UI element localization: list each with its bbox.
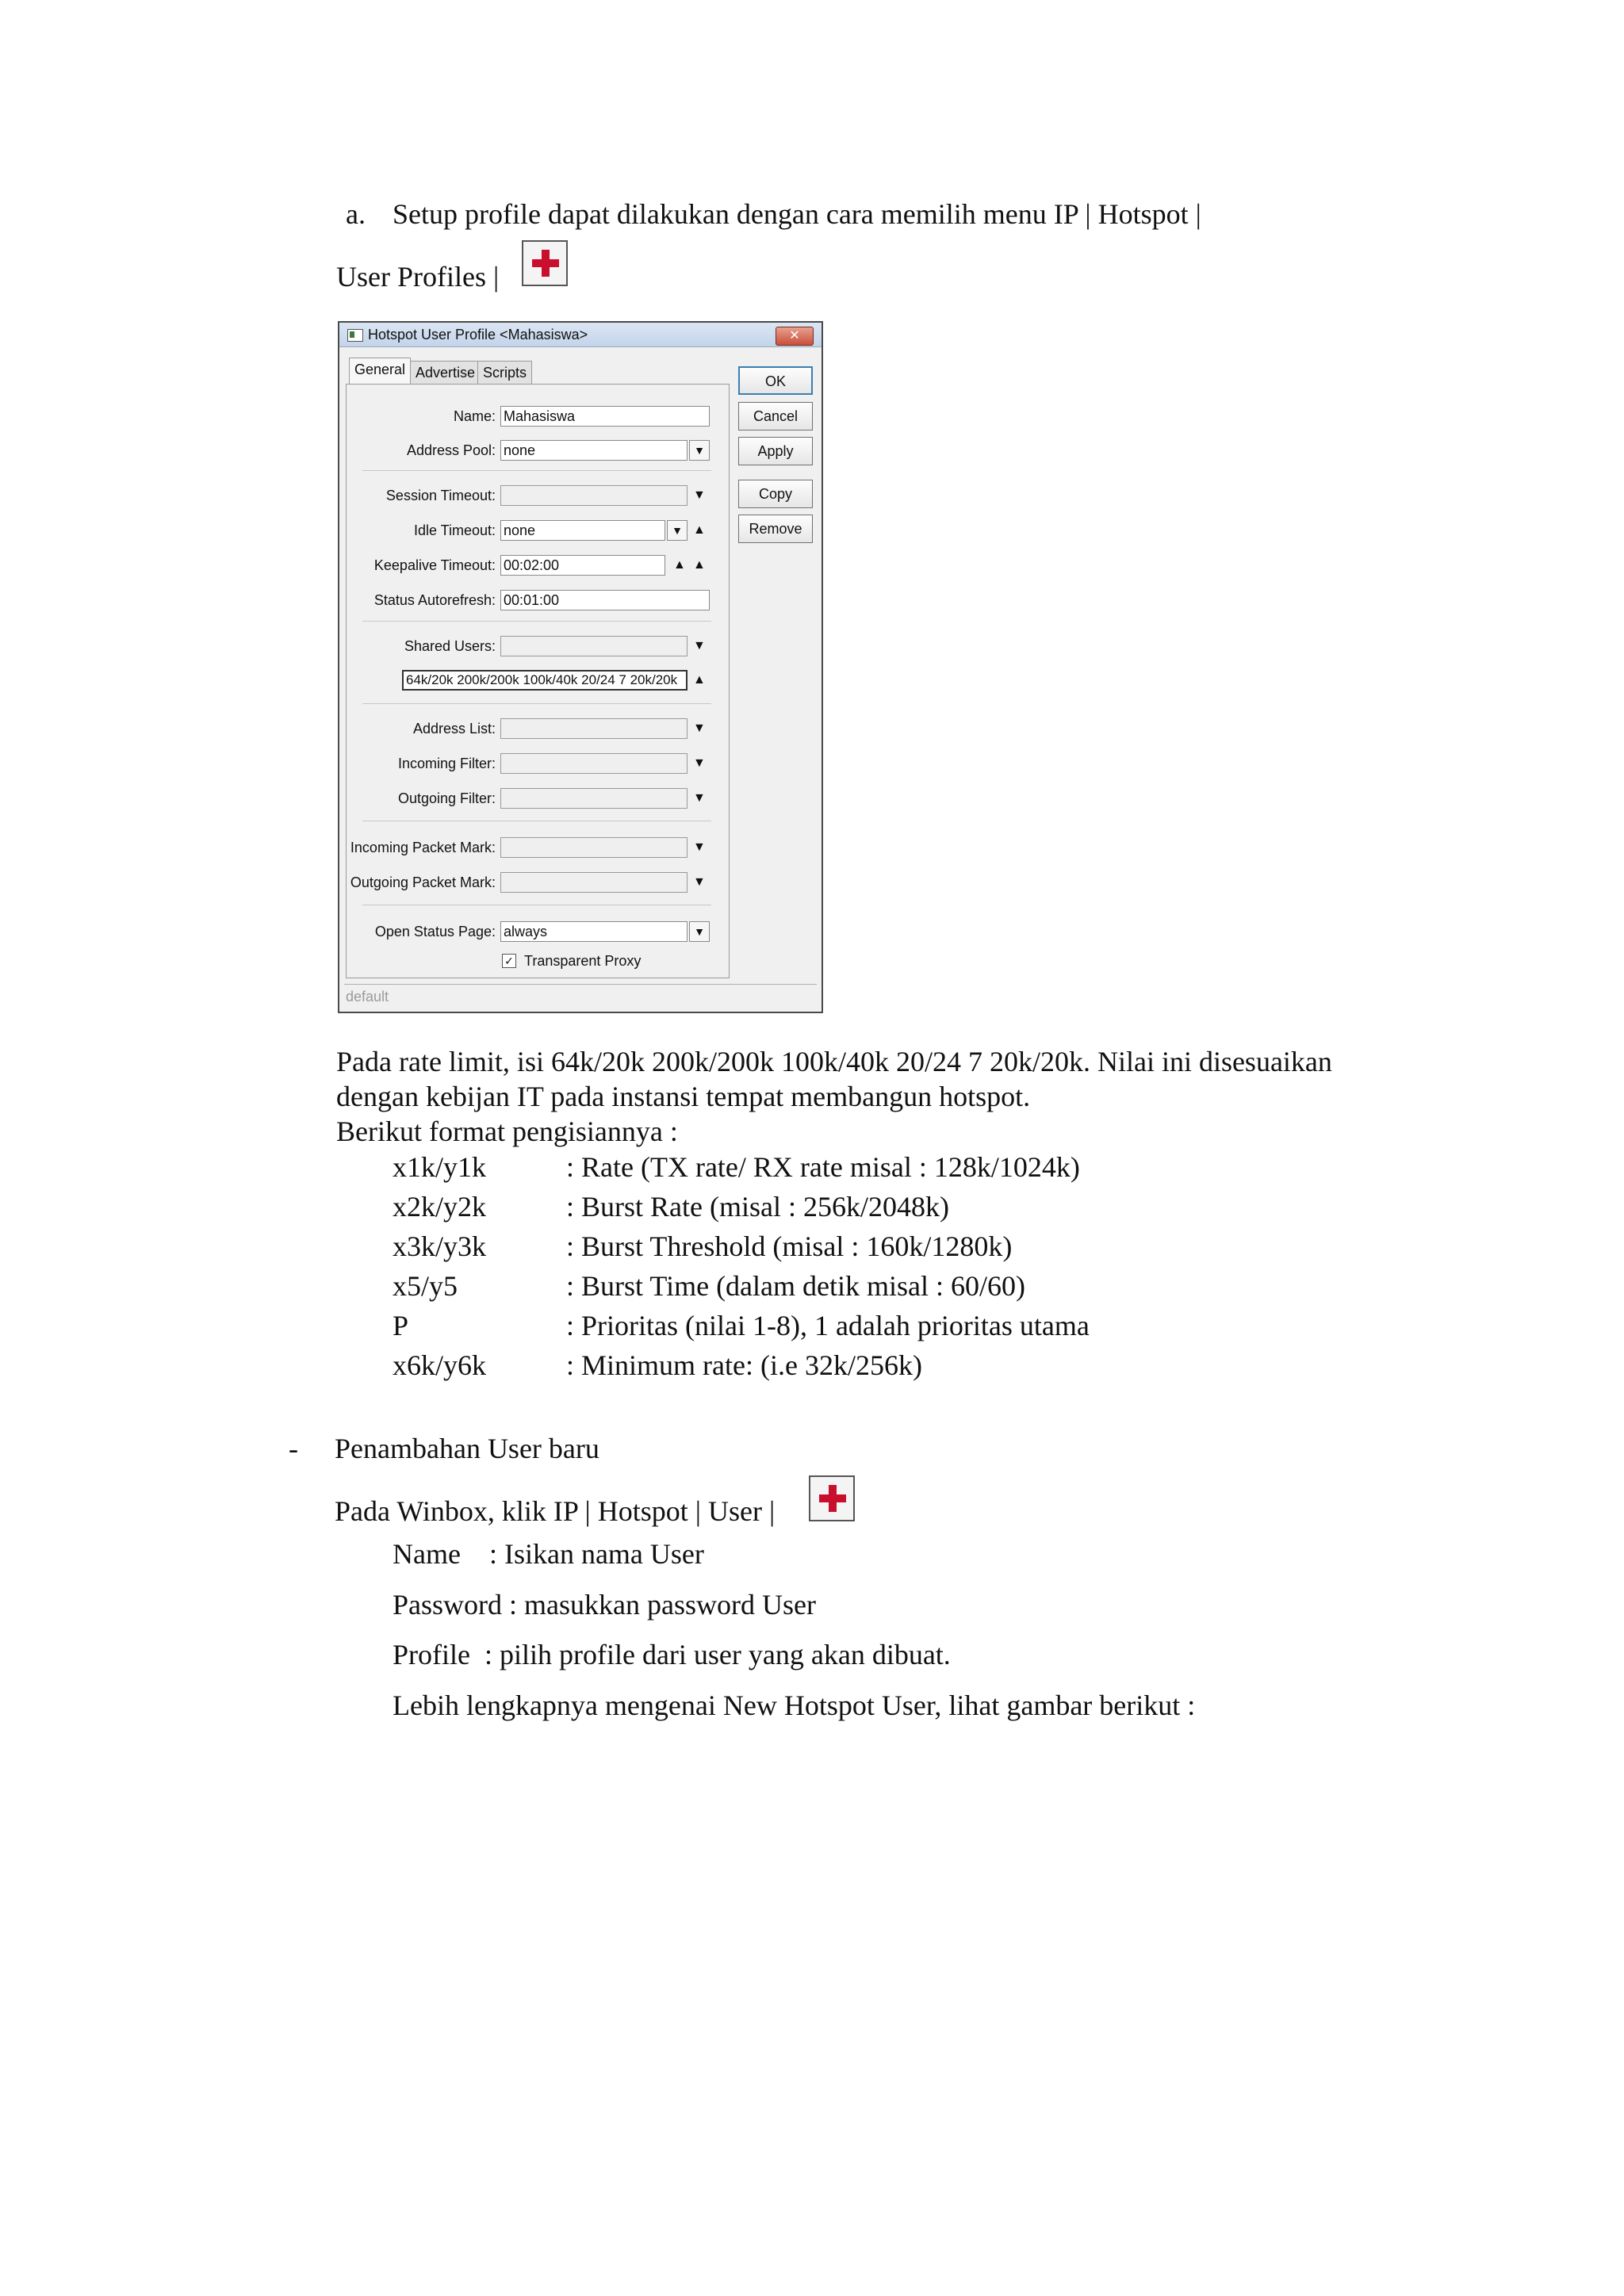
chevron-down-icon[interactable]: ▼ bbox=[693, 721, 706, 735]
general-panel bbox=[346, 384, 730, 978]
list-marker: a. bbox=[346, 198, 366, 230]
status-bar: default bbox=[344, 984, 817, 1008]
address-list-field[interactable] bbox=[500, 718, 688, 739]
window-title: Hotspot User Profile <Mahasiswa> bbox=[368, 327, 588, 342]
idle-timeout-field[interactable]: none bbox=[500, 520, 665, 541]
shared-users-label: Shared Users: bbox=[404, 638, 496, 654]
idle-timeout-dropdown-icon[interactable]: ▼ bbox=[667, 520, 688, 541]
transparent-proxy-label: Transparent Proxy bbox=[524, 953, 642, 969]
incoming-filter-label: Incoming Filter: bbox=[397, 756, 496, 771]
chevron-down-icon[interactable]: ▼ bbox=[693, 756, 706, 770]
outgoing-packet-mark-label: Outgoing Packet Mark: bbox=[350, 874, 496, 890]
user-field-password: Password : masukkan password User bbox=[393, 1589, 816, 1621]
chevron-down-icon[interactable]: ▼ bbox=[693, 875, 706, 889]
chevron-down-icon[interactable]: ▼ bbox=[693, 488, 706, 502]
address-pool-dropdown-icon[interactable]: ▼ bbox=[689, 440, 710, 461]
status-autorefresh-field[interactable]: 00:01:00 bbox=[500, 590, 710, 610]
user-field-note: Lebih lengkapnya mengenai New Hotspot User, lihat gambar berikut : bbox=[393, 1689, 1196, 1721]
session-timeout-label: Session Timeout: bbox=[385, 488, 496, 503]
address-pool-label: Address Pool: bbox=[406, 442, 496, 458]
format-key: x3k/y3k bbox=[393, 1230, 487, 1262]
rate-limit-field[interactable]: 64k/20k 200k/200k 100k/40k 20/24 7 20k/20k bbox=[402, 670, 688, 691]
open-status-page-dropdown-icon[interactable]: ▼ bbox=[689, 921, 710, 942]
format-key: P bbox=[393, 1310, 409, 1341]
section-title: Penambahan User baru bbox=[335, 1433, 599, 1464]
bullet-marker: - bbox=[289, 1433, 298, 1464]
user-field-name: Name : Isikan nama User bbox=[393, 1538, 704, 1570]
close-icon[interactable]: ✕ bbox=[776, 327, 814, 346]
add-user-plus-icon bbox=[809, 1475, 855, 1521]
shared-users-field[interactable] bbox=[500, 636, 688, 656]
format-intro: Berikut format pengisiannya : bbox=[336, 1115, 678, 1147]
open-status-page-label: Open Status Page: bbox=[374, 924, 496, 939]
status-autorefresh-label: Status Autorefresh: bbox=[373, 592, 496, 608]
divider bbox=[362, 703, 711, 704]
address-pool-field[interactable]: none bbox=[500, 440, 688, 461]
apply-button[interactable]: Apply bbox=[738, 437, 813, 465]
format-desc: : Burst Time (dalam detik misal : 60/60) bbox=[566, 1270, 1025, 1302]
divider bbox=[362, 470, 711, 471]
name-field[interactable]: Mahasiswa bbox=[500, 406, 710, 427]
outgoing-filter-label: Outgoing Filter: bbox=[397, 790, 496, 806]
winbox-line: Pada Winbox, klik IP | Hotspot | User | bbox=[335, 1495, 776, 1527]
intro-line-1: Setup profile dapat dilakukan dengan cara memilih menu IP | Hotspot | bbox=[393, 198, 1201, 230]
outgoing-filter-field[interactable] bbox=[500, 788, 688, 809]
keepalive-timeout-field[interactable]: 00:02:00 bbox=[500, 555, 665, 576]
format-key: x5/y5 bbox=[393, 1270, 458, 1302]
idle-timeout-label: Idle Timeout: bbox=[413, 522, 496, 538]
tab-scripts[interactable]: Scripts bbox=[477, 361, 532, 384]
ok-button[interactable]: OK bbox=[738, 366, 813, 395]
add-profile-plus-icon bbox=[522, 240, 568, 286]
chevron-up-icon[interactable]: ▲ bbox=[693, 523, 706, 537]
para1-line-1: Pada rate limit, isi 64k/20k 200k/200k 100k/40k 20/24 7 20k/20k. Nilai ini disesuaikan bbox=[336, 1046, 1332, 1077]
tab-advertise[interactable]: Advertise bbox=[410, 361, 481, 384]
incoming-filter-field[interactable] bbox=[500, 753, 688, 774]
format-key: x2k/y2k bbox=[393, 1191, 487, 1223]
chevron-down-icon[interactable]: ▼ bbox=[693, 791, 706, 805]
keepalive-timeout-label: Keepalive Timeout: bbox=[373, 557, 496, 573]
format-desc: : Minimum rate: (i.e 32k/256k) bbox=[566, 1349, 922, 1381]
address-list-label: Address List: bbox=[412, 721, 496, 737]
chevron-down-icon[interactable]: ▼ bbox=[693, 840, 706, 854]
user-field-profile: Profile : pilih profile dari user yang akan dibuat. bbox=[393, 1639, 951, 1670]
intro-line-2: User Profiles | bbox=[336, 261, 500, 293]
window-titlebar bbox=[339, 323, 822, 347]
format-key: x1k/y1k bbox=[393, 1151, 487, 1183]
incoming-packet-mark-field[interactable] bbox=[500, 837, 688, 858]
window-icon bbox=[347, 329, 363, 342]
format-desc: : Burst Threshold (misal : 160k/1280k) bbox=[566, 1230, 1013, 1262]
para1-line-2: dengan kebijan IT pada instansi tempat membangun hotspot. bbox=[336, 1081, 1031, 1112]
session-timeout-field[interactable] bbox=[500, 485, 688, 506]
outgoing-packet-mark-field[interactable] bbox=[500, 872, 688, 893]
format-desc: : Rate (TX rate/ RX rate misal : 128k/1024k) bbox=[566, 1151, 1080, 1183]
format-desc: : Prioritas (nilai 1-8), 1 adalah prioritas utama bbox=[566, 1310, 1090, 1341]
cancel-button[interactable]: Cancel bbox=[738, 402, 813, 430]
copy-button[interactable]: Copy bbox=[738, 480, 813, 508]
divider bbox=[362, 621, 711, 622]
open-status-page-field[interactable]: always bbox=[500, 921, 688, 942]
chevron-up-icon[interactable]: ▲ bbox=[693, 558, 706, 572]
chevron-up-icon[interactable]: ▲ bbox=[693, 673, 706, 687]
chevron-up-icon[interactable]: ▲ bbox=[673, 558, 686, 572]
chevron-down-icon[interactable]: ▼ bbox=[693, 639, 706, 652]
remove-button[interactable]: Remove bbox=[738, 515, 813, 543]
format-key: x6k/y6k bbox=[393, 1349, 487, 1381]
name-label: Name: bbox=[453, 408, 496, 424]
tab-general[interactable]: General bbox=[349, 358, 411, 385]
transparent-proxy-checkbox[interactable]: ✓ bbox=[502, 954, 516, 968]
format-desc: : Burst Rate (misal : 256k/2048k) bbox=[566, 1191, 949, 1223]
incoming-packet-mark-label: Incoming Packet Mark: bbox=[350, 840, 496, 855]
hotspot-user-profile-window bbox=[338, 321, 823, 1013]
